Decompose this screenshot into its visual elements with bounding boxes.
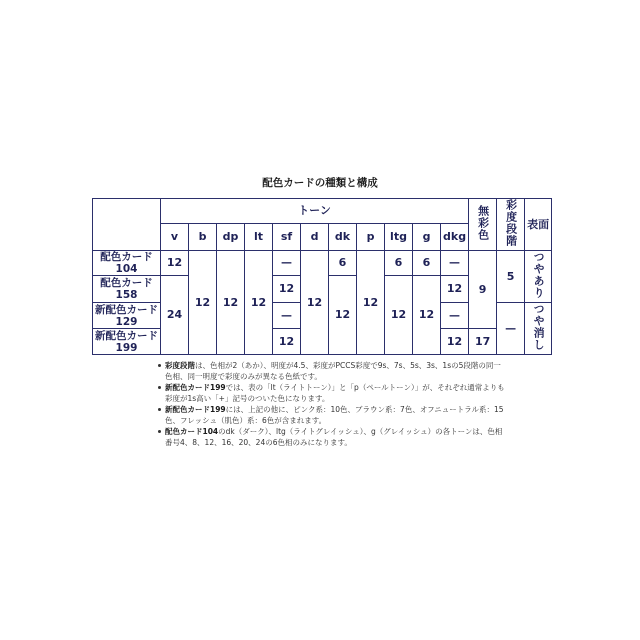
cell-sf: —	[273, 251, 301, 276]
card-number: 104	[115, 263, 138, 275]
note-item	[157, 360, 507, 382]
cell-ltg: 12	[385, 276, 413, 355]
header-row-tone-group	[93, 199, 552, 224]
note-item	[157, 404, 507, 426]
cell-surface	[525, 303, 552, 355]
cell-achromatic: 17	[469, 329, 497, 355]
bullet-icon	[158, 364, 161, 367]
tone-header-b: b	[189, 223, 217, 250]
cell-lt: 12	[245, 251, 273, 355]
color-card-table	[92, 198, 552, 355]
saturation-steps-header-label: 彩度段階	[504, 199, 518, 247]
card-label	[93, 251, 161, 276]
cell-achromatic: 9	[469, 251, 497, 329]
card-label	[93, 329, 161, 355]
cell-g: 6	[413, 251, 441, 276]
tone-header-dkg: dkg	[441, 223, 469, 250]
card-label	[93, 276, 161, 303]
cell-dk: 6	[329, 251, 357, 276]
cell-sf: 12	[273, 329, 301, 355]
tone-header-g: g	[413, 223, 441, 250]
note-item	[157, 382, 507, 404]
note-keyword: 新配色カード199	[165, 405, 226, 414]
page-title: 配色カードの種類と構成	[262, 177, 378, 189]
tone-header-lt: lt	[245, 223, 273, 250]
tone-header-d: d	[301, 223, 329, 250]
bullet-icon	[158, 408, 161, 411]
cell-surface	[525, 251, 552, 303]
card-name: 新配色カード	[95, 303, 158, 316]
note-text: のdk（ダーク）、ltg（ライトグレイッシュ）、g（グレイッシュ）の各トーンは、色相番号4、8、12、16、20、24の6色相のみになります。	[165, 427, 503, 447]
cell-dkg: 12	[441, 276, 469, 303]
tone-header-sf: sf	[273, 223, 301, 250]
cell-dkg: 12	[441, 329, 469, 355]
card-row-104	[93, 251, 552, 276]
notes-list	[157, 360, 507, 448]
tone-header-v: v	[161, 223, 189, 250]
cell-p: 12	[357, 251, 385, 355]
cell-ltg: 6	[385, 251, 413, 276]
cell-dkg: —	[441, 251, 469, 276]
card-number: 158	[115, 289, 138, 301]
tone-header-dp: dp	[217, 223, 245, 250]
card-number: 199	[115, 341, 138, 354]
saturation-steps-header	[497, 199, 525, 251]
cell-v: 12	[161, 251, 189, 276]
card-number: 129	[115, 315, 138, 328]
cell-saturation-steps: 5	[497, 251, 525, 303]
note-keyword: 新配色カード199	[165, 383, 226, 392]
card-label	[93, 303, 161, 329]
note-text: には、上記の他に、ピンク系：10色、ブラウン系：7色、オフニュートラル系：15色、フレッシュ（肌色）系：6色が含まれます。	[165, 405, 504, 425]
achromatic-header-label: 無彩色	[476, 205, 490, 241]
surface-label: つや消し	[532, 303, 546, 351]
cell-sf: 12	[273, 276, 301, 303]
tone-group-header: トーン	[161, 199, 469, 224]
bullet-icon	[158, 386, 161, 389]
tone-header-dk: dk	[329, 223, 357, 250]
cell-dp: 12	[217, 251, 245, 355]
cell-dk: 12	[329, 276, 357, 355]
cell-sf: —	[273, 303, 301, 329]
note-item	[157, 426, 507, 448]
corner-cell	[93, 199, 161, 251]
cell-dkg: —	[441, 303, 469, 329]
card-name: 配色カード	[100, 251, 153, 263]
note-keyword: 配色カード104	[165, 427, 219, 436]
cell-saturation-steps: —	[497, 303, 525, 355]
cell-d: 12	[301, 251, 329, 355]
note-text: は、色相が2（あか）、明度が4.5、彩度がPCCS彩度で9s、7s、5s、3s、1sの5段階の同一色相、同一明度で彩度のみが異なる色紙です。	[165, 361, 501, 381]
tone-header-p: p	[357, 223, 385, 250]
note-text: では、表の「lt（ライトトーン）」と「p（ペールトーン）」が、それぞれ通常よりも彩度が1s高い「+」記号のついた色になります。	[165, 383, 505, 403]
tone-header-ltg: ltg	[385, 223, 413, 250]
surface-header: 表面	[525, 199, 552, 251]
surface-label: つやあり	[532, 251, 546, 299]
bullet-icon	[158, 430, 161, 433]
cell-g: 12	[413, 276, 441, 355]
note-keyword: 彩度段階	[165, 361, 195, 370]
card-name: 配色カード	[100, 277, 153, 289]
cell-b: 12	[189, 251, 217, 355]
card-name: 新配色カード	[95, 329, 158, 342]
cell-v: 24	[161, 276, 189, 355]
achromatic-header	[469, 199, 497, 251]
